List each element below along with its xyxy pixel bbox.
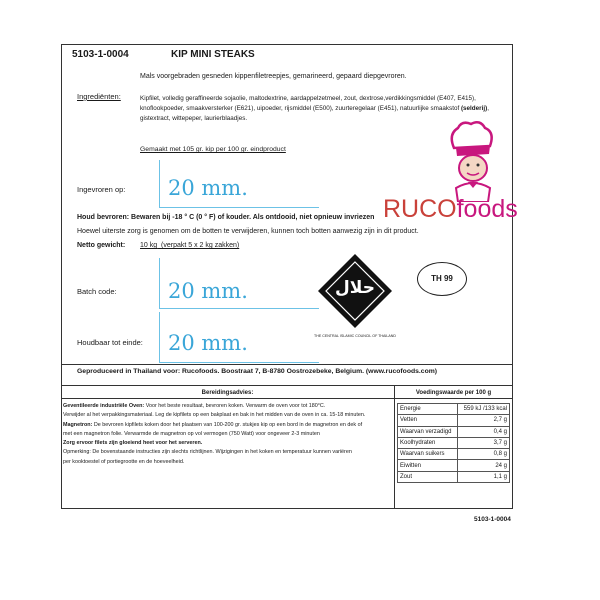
- nutrient-value: 24 g: [458, 460, 510, 471]
- oven-label: Geventileerde industriële Oven:: [63, 403, 145, 409]
- storage-instructions: Houd bevroren: Bewaren bij -18 ° C (0 ° F) of kouder. Als ontdooid, niet opnieuw invriezen: [77, 214, 375, 221]
- ingredients-label: Ingrediënten:: [77, 92, 121, 101]
- microwave-line-2: met een magnetron folie. Verwarmde de magnetron op vol vermogen (750 Watt) voor ongeveer 2-3 minuten: [63, 430, 320, 437]
- made-with-note: Gemaakt met 105 gr. kip per 100 gr. eindproduct: [140, 146, 286, 153]
- nutrition-row: [398, 471, 510, 482]
- net-weight-pack: (verpakt 5 x 2 kg zakken): [161, 242, 240, 249]
- bones-warning: Hoewel uiterste zorg is genomen om de botten te verwijderen, kunnen toch botten aanwezig zijn in dit product.: [77, 228, 419, 235]
- nutrient-value: 0,8 g: [458, 449, 510, 460]
- nutrient-value: 1,1 g: [458, 471, 510, 482]
- frozen-on-label: Ingevroren op:: [77, 185, 126, 194]
- net-weight-label: Netto gewicht:: [77, 242, 126, 249]
- preparation-note-2: per kooktoestel of portiegrootte en de hoeveelheid.: [63, 458, 185, 465]
- section-header-rule: [61, 398, 513, 399]
- net-weight-amount: 10 kg: [140, 242, 158, 249]
- nutrition-row: [398, 437, 510, 448]
- product-title: KIP MINI STEAKS: [171, 49, 255, 60]
- product-subtitle: Mals voorgebraden gesneden kippenfiletreepjes, gemarineerd, gepaard diepgevroren.: [140, 73, 407, 80]
- nutrient-value: 0,4 g: [458, 426, 510, 437]
- nutrient-name: Eiwitten: [398, 460, 458, 471]
- nutrient-value: 559 kJ /133 kcal: [458, 404, 510, 415]
- microwave-label: Magnetron:: [63, 421, 93, 428]
- nutrient-name: Waarvan verzadigd: [398, 426, 458, 437]
- preparation-note: Opmerking: De bovenstaande instructies zijn slechts richtlijnen. Wijzigingen in het koken en temperatuur kunnen variëren: [63, 449, 352, 456]
- halal-arabic-text: حلال: [335, 278, 375, 298]
- best-before-label: Houdbaar tot einde:: [77, 338, 143, 347]
- nutrient-value: 3,7 g: [458, 437, 510, 448]
- product-code: 5103-1-0004: [72, 49, 129, 60]
- batch-code-rule: [159, 308, 319, 309]
- producer-bottom-rule: [61, 385, 513, 386]
- microwave-instructions: [63, 421, 393, 430]
- serving-warning: Zorg ervoor filets zijn gloeiend heet voor het serveren.: [63, 440, 203, 447]
- oven-text: Voor het beste resultaat, bevroren koken. Verwarm de oven voor tot 180°C.: [145, 403, 326, 409]
- batch-code-bar: [159, 258, 160, 308]
- logo-foods: foods: [456, 195, 518, 223]
- nutrient-name: Vetten: [398, 415, 458, 426]
- best-before-value: 20 mm.: [168, 331, 248, 355]
- nutrient-name: Energie: [398, 404, 458, 415]
- nutrient-name: Waarvan suikers: [398, 449, 458, 460]
- microwave-text: De bevroren kipfilets koken door het plaatsen van 100-200 gr. stukjes kip op een bord in de magnetron en dek of: [93, 421, 363, 428]
- nutrition-row: [398, 460, 510, 471]
- nutrient-name: Koolhydraten: [398, 437, 458, 448]
- nutrient-value: 2,7 g: [458, 415, 510, 426]
- oven-line-2: Verwijder al het verpakkingsmateriaal. Leg de kipfilets op een bakplaat en bak in het midden van de oven in ca. 15-18 minuten.: [63, 412, 366, 419]
- section-divider: [394, 385, 395, 509]
- nutrition-title: Voedingswaarde per 100 g: [415, 390, 492, 396]
- ingredients-line-1: Kipfilet, volledig geraffineerde sojaolie, maltodextrine, aardappelzetmeel, zout, dextrose,verdikkingsmiddel (E407, E415),: [140, 95, 476, 102]
- frozen-on-value: 20 mm.: [168, 176, 248, 200]
- oven-instructions: [63, 402, 393, 411]
- best-before-rule: [159, 362, 319, 363]
- nutrition-row: [398, 426, 510, 437]
- preparation-title: Bereidingsadvies:: [201, 390, 254, 396]
- nutrient-name: Zout: [398, 471, 458, 482]
- nutrition-row: [398, 415, 510, 426]
- frozen-on-bar: [159, 160, 160, 207]
- nutrition-table: [397, 403, 510, 483]
- preparation-body: [63, 402, 393, 467]
- producer-top-rule: [61, 364, 513, 365]
- footer-code: 5103-1-0004: [474, 516, 511, 523]
- plant-code: TH 99: [431, 274, 453, 283]
- nutrition-row: [398, 404, 510, 415]
- best-before-bar: [159, 312, 160, 362]
- chef-mascot-icon: [440, 118, 502, 202]
- ingredients-line-2: [140, 104, 495, 114]
- batch-code-value: 20 mm.: [168, 279, 248, 303]
- ingredients-line-2-end: ,: [487, 104, 489, 112]
- ingredients-line-2-text: knoflookpoeder, smaakversterker (E621), uipoeder, rijsmiddel (E500), zuurteregelaar (E451), natuurlijke smaakstof: [140, 104, 460, 112]
- producer-line: Geproduceerd in Thailand voor: Rucofoods. Boostraat 7, B-8780 Oostrozebeke, Belgium. (www.rucofoods.com): [77, 368, 438, 375]
- ingredients-line-3: gistextract, wittepeper, laurierblaadjes.: [140, 114, 248, 122]
- nutrition-row: [398, 449, 510, 460]
- logo-ruco: RUCO: [383, 195, 457, 223]
- net-weight-value: [140, 242, 239, 251]
- allergen-celery: (selderij): [460, 104, 488, 112]
- frozen-on-rule: [159, 207, 319, 208]
- rucofoods-logo: [383, 195, 518, 224]
- halal-caption: THE CENTRAL ISLAMIC COUNCIL OF THAILAND: [314, 334, 396, 338]
- batch-code-label: Batch code:: [77, 287, 117, 296]
